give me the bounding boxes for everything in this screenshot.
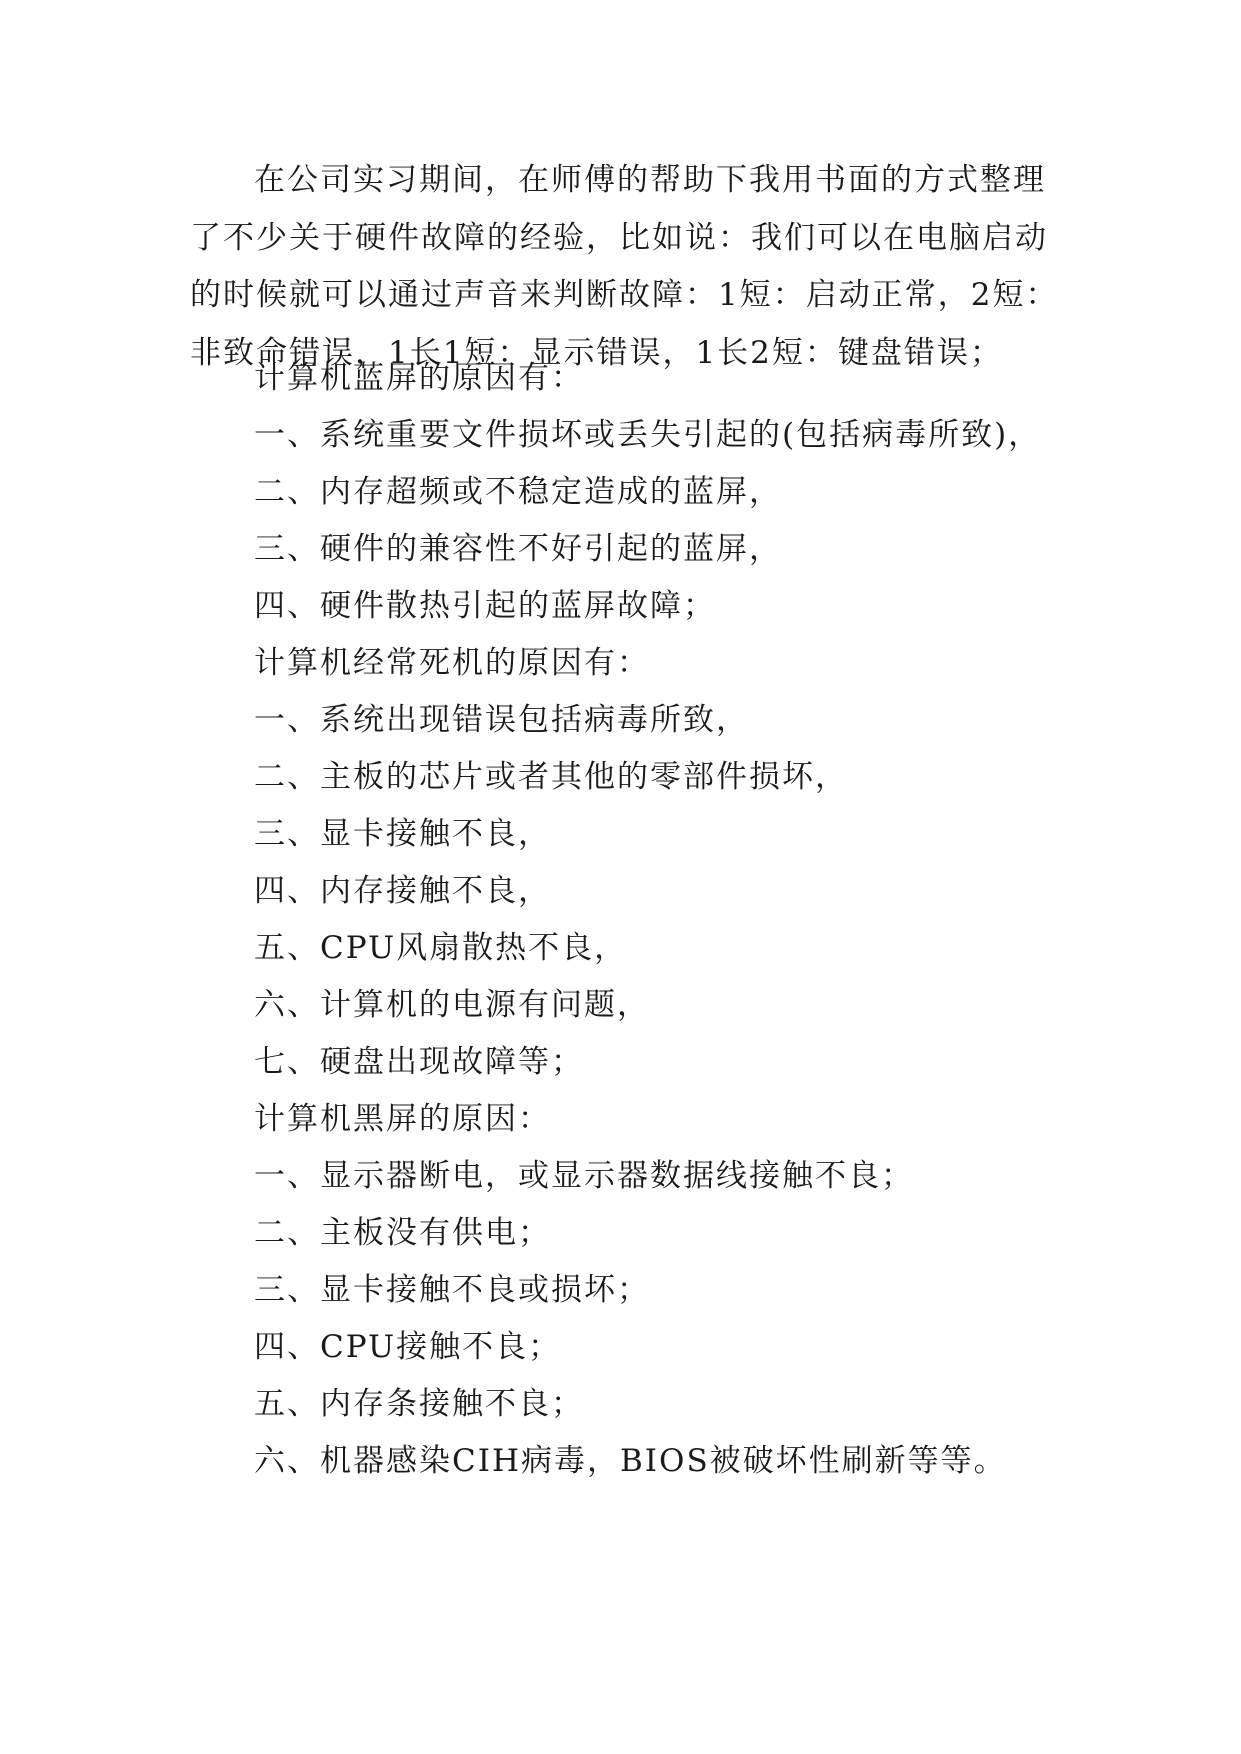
list-item: 四、硬件散热引起的蓝屏故障； [254, 588, 716, 624]
intro-paragraph: 在公司实习期间，在师傅的帮助下我用书面的方式整理了不少关于硬件故障的经验，比如说：我们可以在电脑启动的时候就可以通过声音来判断故障：1短：启动正常，2短：非致命错误，1长1短：显示错误，1长2短：键盘错误； [190, 162, 1059, 371]
list-item: 二、主板没有供电； [254, 1215, 551, 1251]
list-item: 六、机器感染CIH病毒，BIOS被破坏性刷新等等。 [254, 1443, 1007, 1479]
list-item: 二、内存超频或不稳定造成的蓝屏， [254, 474, 782, 510]
heading-black-screen-causes: 计算机黑屏的原因： [254, 1101, 551, 1137]
list-item: 三、显卡接触不良或损坏； [254, 1272, 650, 1308]
list-item: 一、系统重要文件损坏或丢失引起的(包括病毒所致)， [254, 417, 1042, 453]
list-item: 五、CPU风扇散热不良， [254, 930, 628, 966]
list-item: 四、CPU接触不良； [254, 1329, 562, 1365]
list-item: 四、内存接触不良， [254, 873, 551, 909]
list-item: 三、显卡接触不良， [254, 816, 551, 852]
heading-freeze-causes: 计算机经常死机的原因有： [254, 645, 650, 681]
list-item: 二、主板的芯片或者其他的零部件损坏， [254, 759, 848, 795]
heading-blue-screen-causes: 计算机蓝屏的原因有： [254, 360, 584, 396]
list-item: 一、显示器断电，或显示器数据线接触不良； [254, 1158, 914, 1194]
list-item: 五、内存条接触不良； [254, 1386, 584, 1422]
list-item: 三、硬件的兼容性不好引起的蓝屏， [254, 531, 782, 567]
list-item: 六、计算机的电源有问题， [254, 987, 650, 1023]
list-item: 一、系统出现错误包括病毒所致， [254, 702, 749, 738]
list-item: 七、硬盘出现故障等； [254, 1044, 584, 1080]
